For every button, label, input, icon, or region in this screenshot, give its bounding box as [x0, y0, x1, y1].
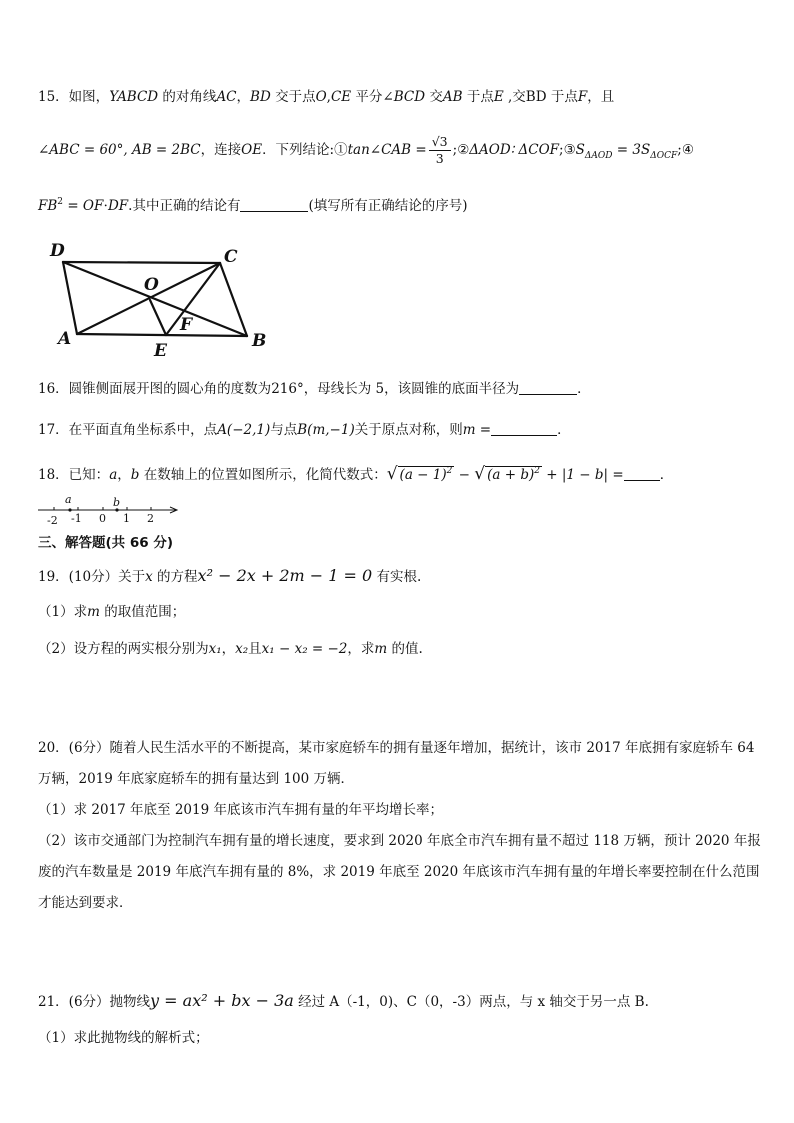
radicand-1: $(a - 1)^2$	[399, 466, 453, 483]
tick-label: 2	[147, 512, 154, 525]
q21-stem: 21．(6分）抛物线y = ax² + bx − 3a 经过 A（-1，0)、C（0，-3）两点，与 x 轴交于另一点 B.	[38, 991, 649, 1010]
label-c: C	[224, 247, 238, 267]
fraction: $\frac{√3}{3}$	[429, 134, 451, 167]
answer-blank[interactable]	[519, 380, 577, 395]
label-o: O	[144, 275, 159, 295]
q20-part2-line3: 才能达到要求．	[38, 895, 133, 911]
q15-line3: $FB^2 = OF\cdot DF$.其中正确的结论有 (填写所有正确结论的序号)	[38, 197, 468, 214]
segment-ce	[166, 263, 220, 335]
q20-line1: 20．(6分）随着人民生活水平的不断提高，某市家庭轿车的拥有量逐年增加，据统计，该市 2017 年底拥有家庭轿车 64	[38, 740, 755, 756]
sqrt-sign: √	[474, 464, 486, 484]
number-line	[36, 492, 186, 528]
answer-blank[interactable]	[624, 466, 660, 481]
q17: 17．在平面直角坐标系中，点A(−2,1)与点B(m,−1)关于原点对称，则m = ．	[38, 422, 571, 438]
q21-part1: （1）求此抛物线的解析式；	[38, 1030, 209, 1046]
q16: 16．圆锥侧面展开图的圆心角的度数为216°，母线长为 5，该圆锥的底面半径为 ．	[38, 381, 591, 397]
label-b: B	[252, 331, 267, 351]
answer-blank[interactable]	[491, 421, 557, 436]
label-a: a	[65, 493, 72, 506]
diagonal-ac	[77, 263, 220, 334]
side-cb	[220, 263, 247, 336]
tick-label: 0	[99, 512, 106, 525]
side-ba	[77, 334, 247, 336]
radicand-2: $(a + b)^2$	[487, 466, 540, 483]
q18: 18．已知：a，b 在数轴上的位置如图所示，化简代数式：√ $(a - 1)^2$ − √ $(a + b)^2 + |1 - b|$ = ．	[38, 464, 674, 484]
side-dc	[63, 262, 220, 263]
q20-part1: （1）求 2017 年底至 2019 年底该市汽车拥有量的年平均增长率；	[38, 802, 443, 818]
tick-label: 1	[123, 512, 130, 525]
q15-line2: ∠ABC = 60°, AB = 2BC，连接OE．下列结论:①tan∠CAB = $\frac{√3}{3}$ ;②ΔAOD∶ $\Delta COF;③S_{\Delta AOD}$ = $3S_{\Delta OCF};④$	[38, 134, 694, 166]
section-heading: 三、解答题(共 66 分)	[38, 535, 174, 551]
tick-label: -1	[71, 512, 82, 525]
label-d: D	[50, 241, 65, 261]
given-condition: ∠ABC = 60°, AB = 2BC	[38, 142, 201, 158]
q20-part2-line1: （2）该市交通部门为控制汽车拥有量的增长速度，要求到 2020 年底全市汽车拥有量不超过 118 万辆，预计 2020 年报	[38, 833, 761, 849]
segment-oe	[150, 300, 166, 335]
q20-part2-line2: 废的汽车数量是 2019 年底汽车拥有量的 8%，求 2019 年底至 2020 年底该市汽车拥有量的年增长率要控制在什么范围	[38, 864, 760, 880]
label-b: b	[113, 496, 121, 509]
diagonal-bd	[63, 262, 247, 336]
q15-line1: 15．如图，YABCD 的对角线AC，BD 交于点O,CE 平分∠BCD 交AB 于点E ,交BD 于点F，且	[38, 89, 615, 105]
q20-line2: 万辆，2019 年底家庭轿车的拥有量达到 100 万辆．	[38, 771, 354, 787]
q15-number: 15．如图，	[38, 89, 110, 105]
q19-stem: 19．(10分）关于x 的方程x² − 2x + 2m − 1 = 0 有实根.	[38, 566, 422, 585]
parallelogram-symbol: Y	[109, 89, 118, 105]
q19-part1: （1）求m 的取值范围；	[38, 604, 186, 620]
sqrt-sign: √	[386, 464, 398, 484]
label-e: E	[154, 341, 167, 361]
answer-blank[interactable]	[240, 197, 308, 212]
parallelogram-figure	[40, 236, 280, 364]
q19-part2: （2）设方程的两实根分别为x₁，x₂且x₁ − x₂ = −2，求m 的值.	[38, 641, 423, 657]
side-ad	[63, 262, 77, 334]
label-f: F	[180, 315, 193, 335]
label-a: A	[58, 329, 72, 349]
tick-label: -2	[47, 514, 58, 527]
